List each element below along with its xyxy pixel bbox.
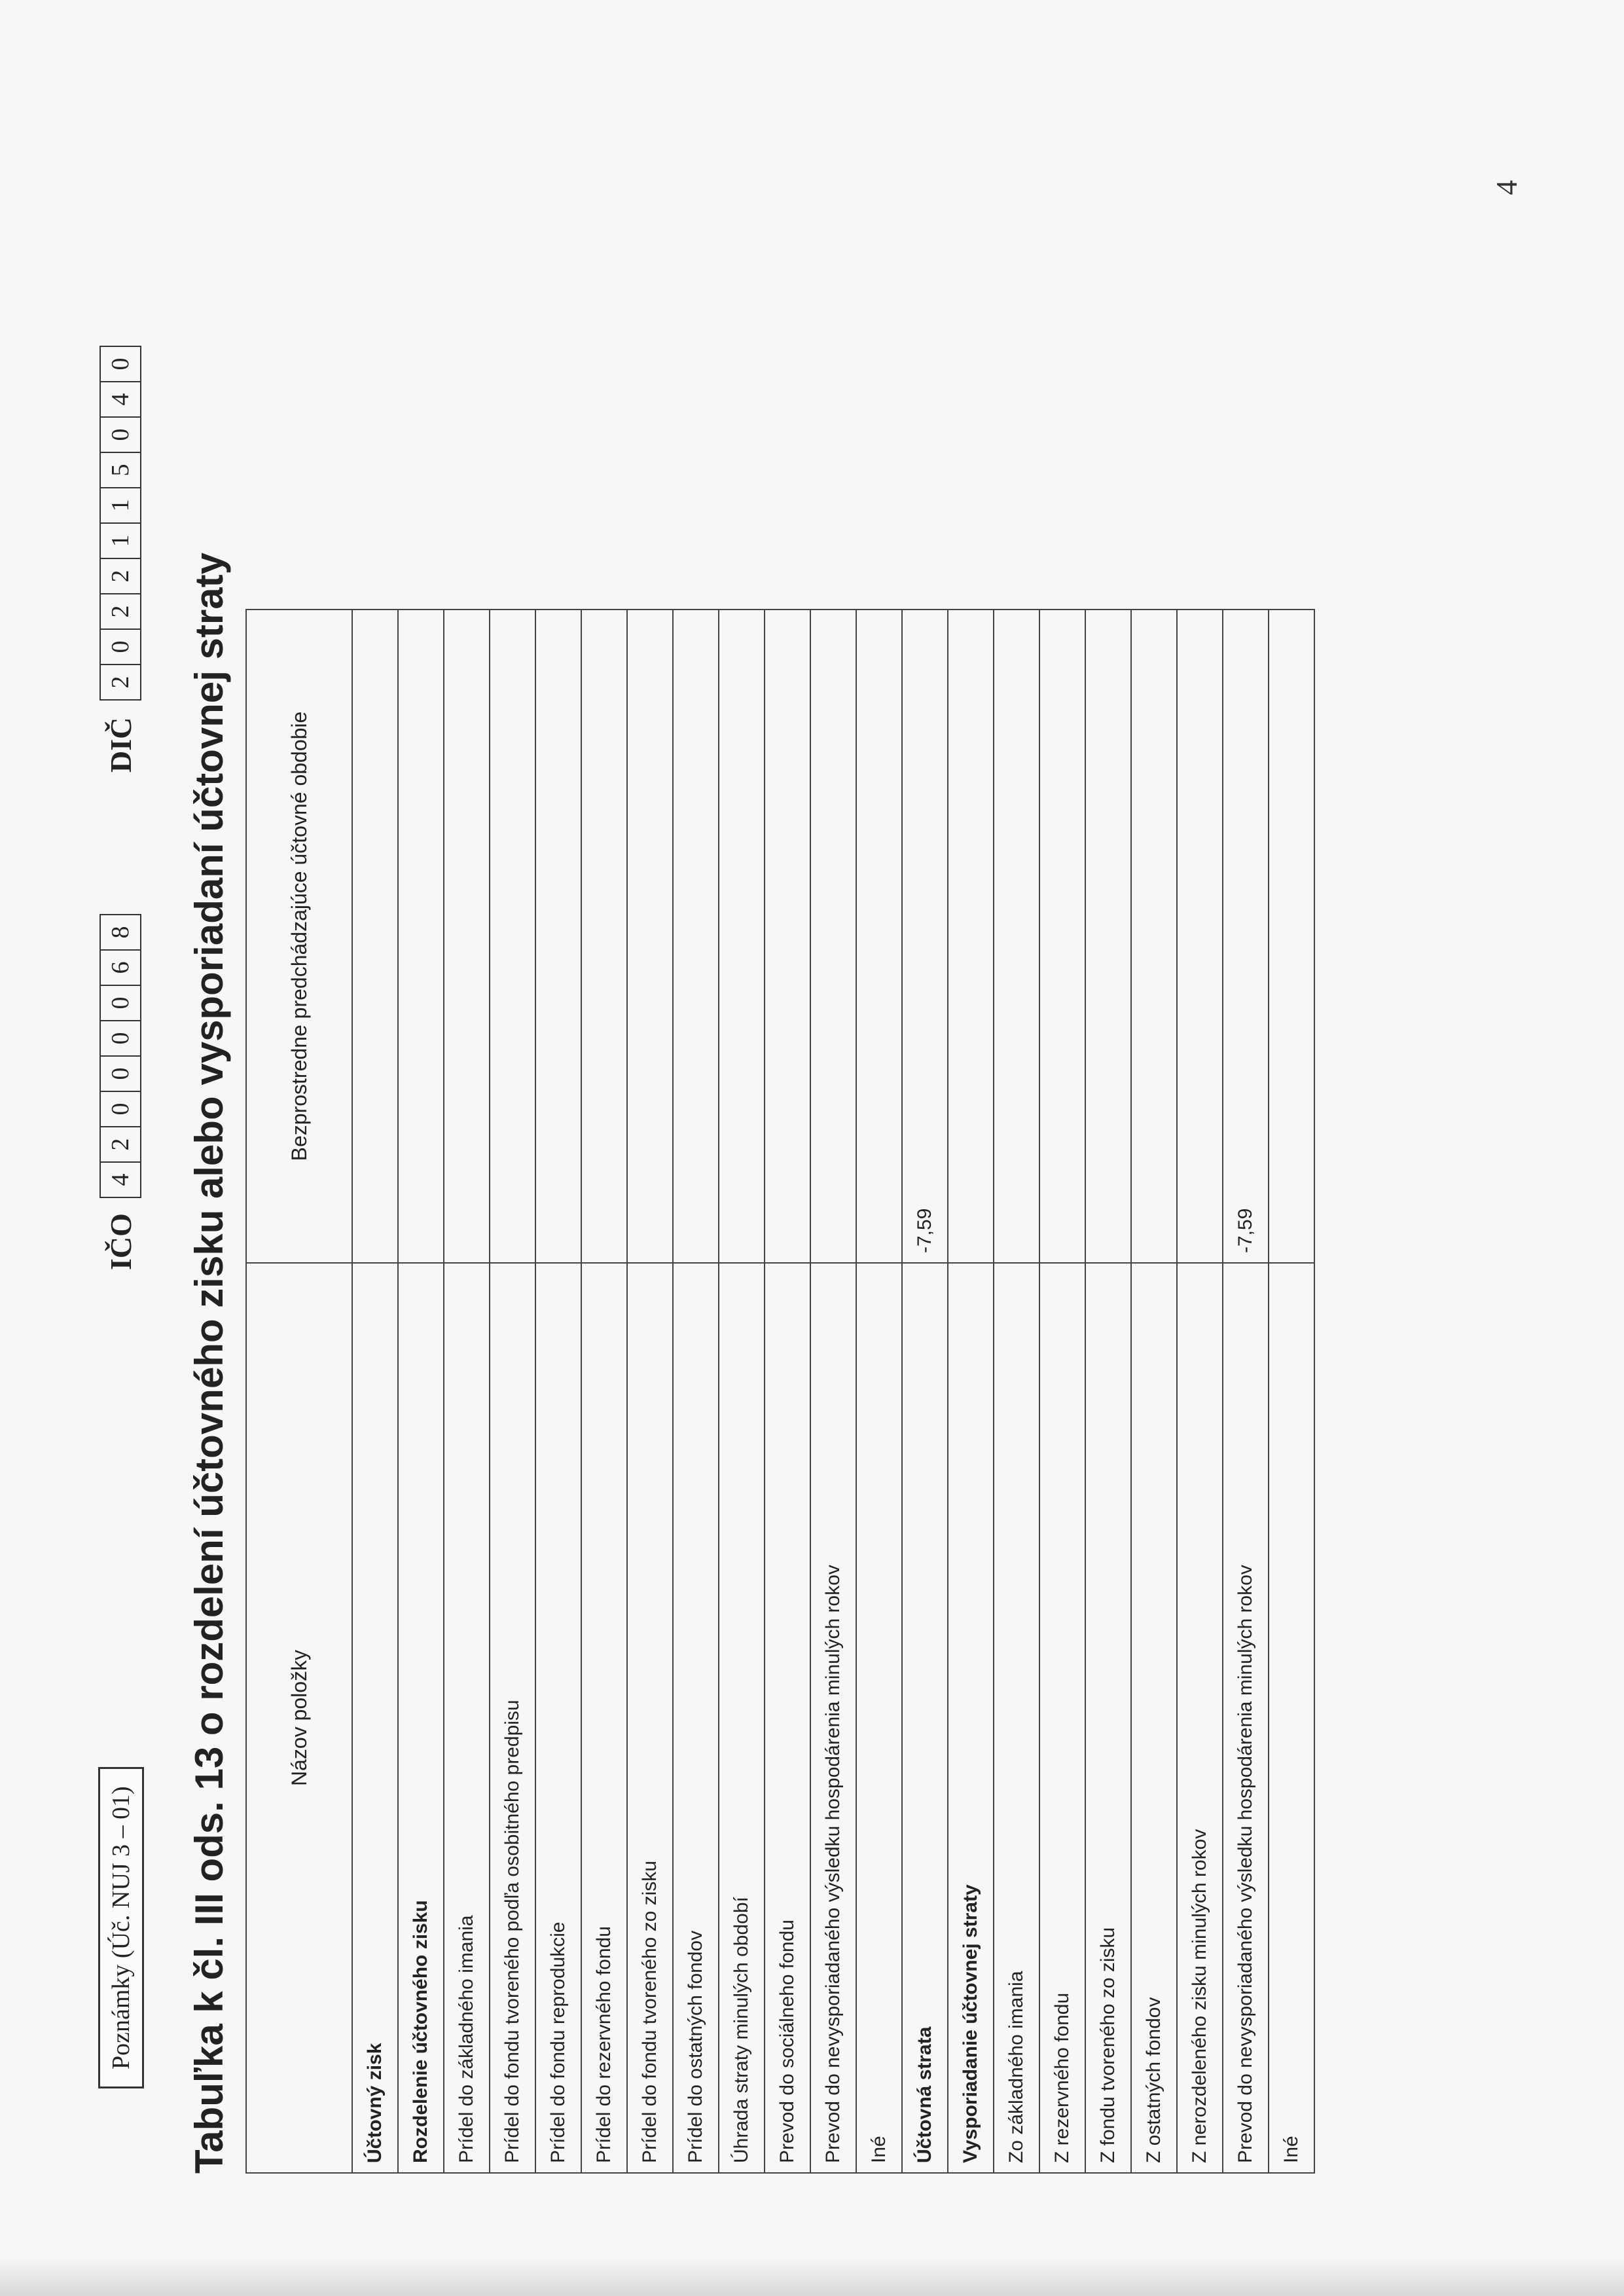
row-label: Vysporiadanie účtovnej straty xyxy=(948,1263,994,2173)
digit-cell: 6 xyxy=(101,949,140,985)
table-row xyxy=(1131,610,1177,2173)
row-value xyxy=(994,610,1039,1263)
row-label: Prídel do fondu reprodukcie xyxy=(535,1263,581,2173)
digit-cell: 0 xyxy=(101,1091,140,1126)
table-row xyxy=(902,610,948,2173)
table-title: Tabuľka k čl. III ods. 13 o rozdelení účtovného zisku alebo vysporiadaní účtovnej straty xyxy=(187,553,231,2174)
row-label: Zo základného imania xyxy=(994,1263,1039,2173)
table-row xyxy=(765,610,810,2173)
row-label: Iné xyxy=(856,1263,902,2173)
row-value xyxy=(1039,610,1085,1263)
rotated-form-sheet xyxy=(85,13,1460,2174)
digit-cell: 4 xyxy=(101,1161,140,1197)
digit-cell: 2 xyxy=(101,1126,140,1161)
table-row xyxy=(1223,610,1269,2173)
table-row xyxy=(810,610,856,2173)
digit-cell: 2 xyxy=(101,558,140,593)
digit-cell: 0 xyxy=(101,629,140,664)
digit-cell: 2 xyxy=(101,593,140,629)
row-value xyxy=(352,610,398,1263)
digit-cell: 0 xyxy=(101,1055,140,1091)
digit-cell: 4 xyxy=(101,381,140,416)
form-header xyxy=(85,13,164,2174)
table-row xyxy=(719,610,765,2173)
digit-cell: 0 xyxy=(107,357,134,371)
row-label: Účtovný zisk xyxy=(352,1263,398,2173)
digit-cell: 2 xyxy=(101,664,140,699)
table-row xyxy=(1039,610,1085,2173)
table-row xyxy=(398,610,444,2173)
row-value xyxy=(444,610,490,1263)
row-value xyxy=(581,610,627,1263)
ico-digit-boxes xyxy=(99,914,141,1198)
scan-shadow xyxy=(0,2257,1624,2296)
row-label: Z rezervného fondu xyxy=(1039,1263,1085,2173)
row-value xyxy=(398,610,444,1263)
digit-cell: 0 xyxy=(101,985,140,1020)
digit-cell: 8 xyxy=(107,926,134,939)
table-row xyxy=(1177,610,1223,2173)
row-value xyxy=(948,610,994,1263)
table-row xyxy=(673,610,719,2173)
table-row xyxy=(444,610,490,2173)
table-row xyxy=(490,610,535,2173)
table-row xyxy=(948,610,994,2173)
digit-cell: 1 xyxy=(101,522,140,558)
row-label: Prídel do fondu tvoreného zo zisku xyxy=(627,1263,673,2173)
row-value xyxy=(673,610,719,1263)
digit-cell: 0 xyxy=(101,1020,140,1055)
table-row xyxy=(627,610,673,2173)
row-label: Iné xyxy=(1269,1263,1314,2173)
row-label: Účtovná strata xyxy=(902,1263,948,2173)
row-value xyxy=(490,610,535,1263)
row-value xyxy=(1177,610,1223,1263)
digit-cell: 5 xyxy=(101,452,140,487)
dic-label: DIČ xyxy=(104,717,137,773)
row-label: Z ostatných fondov xyxy=(1131,1263,1177,2173)
row-label: Úhrada straty minulých období xyxy=(719,1263,765,2173)
column-header-name: Názov položky xyxy=(246,1263,352,2173)
table-row xyxy=(352,610,398,2173)
column-header-value: Bezprostredne predchádzajúce účtovné obdobie xyxy=(246,610,352,1263)
profit-loss-table xyxy=(245,609,1315,2174)
ico-label: IČO xyxy=(104,1213,137,1270)
table-row xyxy=(994,610,1039,2173)
digit-cell: 1 xyxy=(101,487,140,522)
row-label: Prídel do základného imania xyxy=(444,1263,490,2173)
page-number: 4 xyxy=(1490,180,1523,195)
table-row xyxy=(856,610,902,2173)
row-label: Prevod do nevysporiadaného výsledku hospodárenia minulých rokov xyxy=(1223,1263,1269,2173)
row-value xyxy=(1085,610,1131,1263)
row-label: Prídel do fondu tvoreného podľa osobitného predpisu xyxy=(490,1263,535,2173)
row-label: Prídel do ostatných fondov xyxy=(673,1263,719,2173)
digit-cell: 0 xyxy=(101,416,140,452)
row-label: Prevod do nevysporiadaného výsledku hospodárenia minulých rokov xyxy=(810,1263,856,2173)
dic-digit-boxes xyxy=(99,346,141,701)
row-label: Z nerozdeleného zisku minulých rokov xyxy=(1177,1263,1223,2173)
table-row xyxy=(535,610,581,2173)
row-value xyxy=(810,610,856,1263)
row-value: -7,59 xyxy=(902,610,948,1263)
row-value xyxy=(765,610,810,1263)
table-row xyxy=(1085,610,1131,2173)
form-label: Poznámky (Úč. NUJ 3 – 01) xyxy=(98,1767,144,2088)
row-label: Prídel do rezervného fondu xyxy=(581,1263,627,2173)
table-row xyxy=(1269,610,1314,2173)
row-value xyxy=(1131,610,1177,1263)
row-value xyxy=(627,610,673,1263)
row-label: Prevod do sociálneho fondu xyxy=(765,1263,810,2173)
row-value: -7,59 xyxy=(1223,610,1269,1263)
row-label: Z fondu tvoreného zo zisku xyxy=(1085,1263,1131,2173)
table-header-row xyxy=(246,610,352,2173)
row-label: Rozdelenie účtovného zisku xyxy=(398,1263,444,2173)
row-value xyxy=(535,610,581,1263)
row-value xyxy=(856,610,902,1263)
row-value xyxy=(719,610,765,1263)
row-value xyxy=(1269,610,1314,1263)
table-row xyxy=(581,610,627,2173)
